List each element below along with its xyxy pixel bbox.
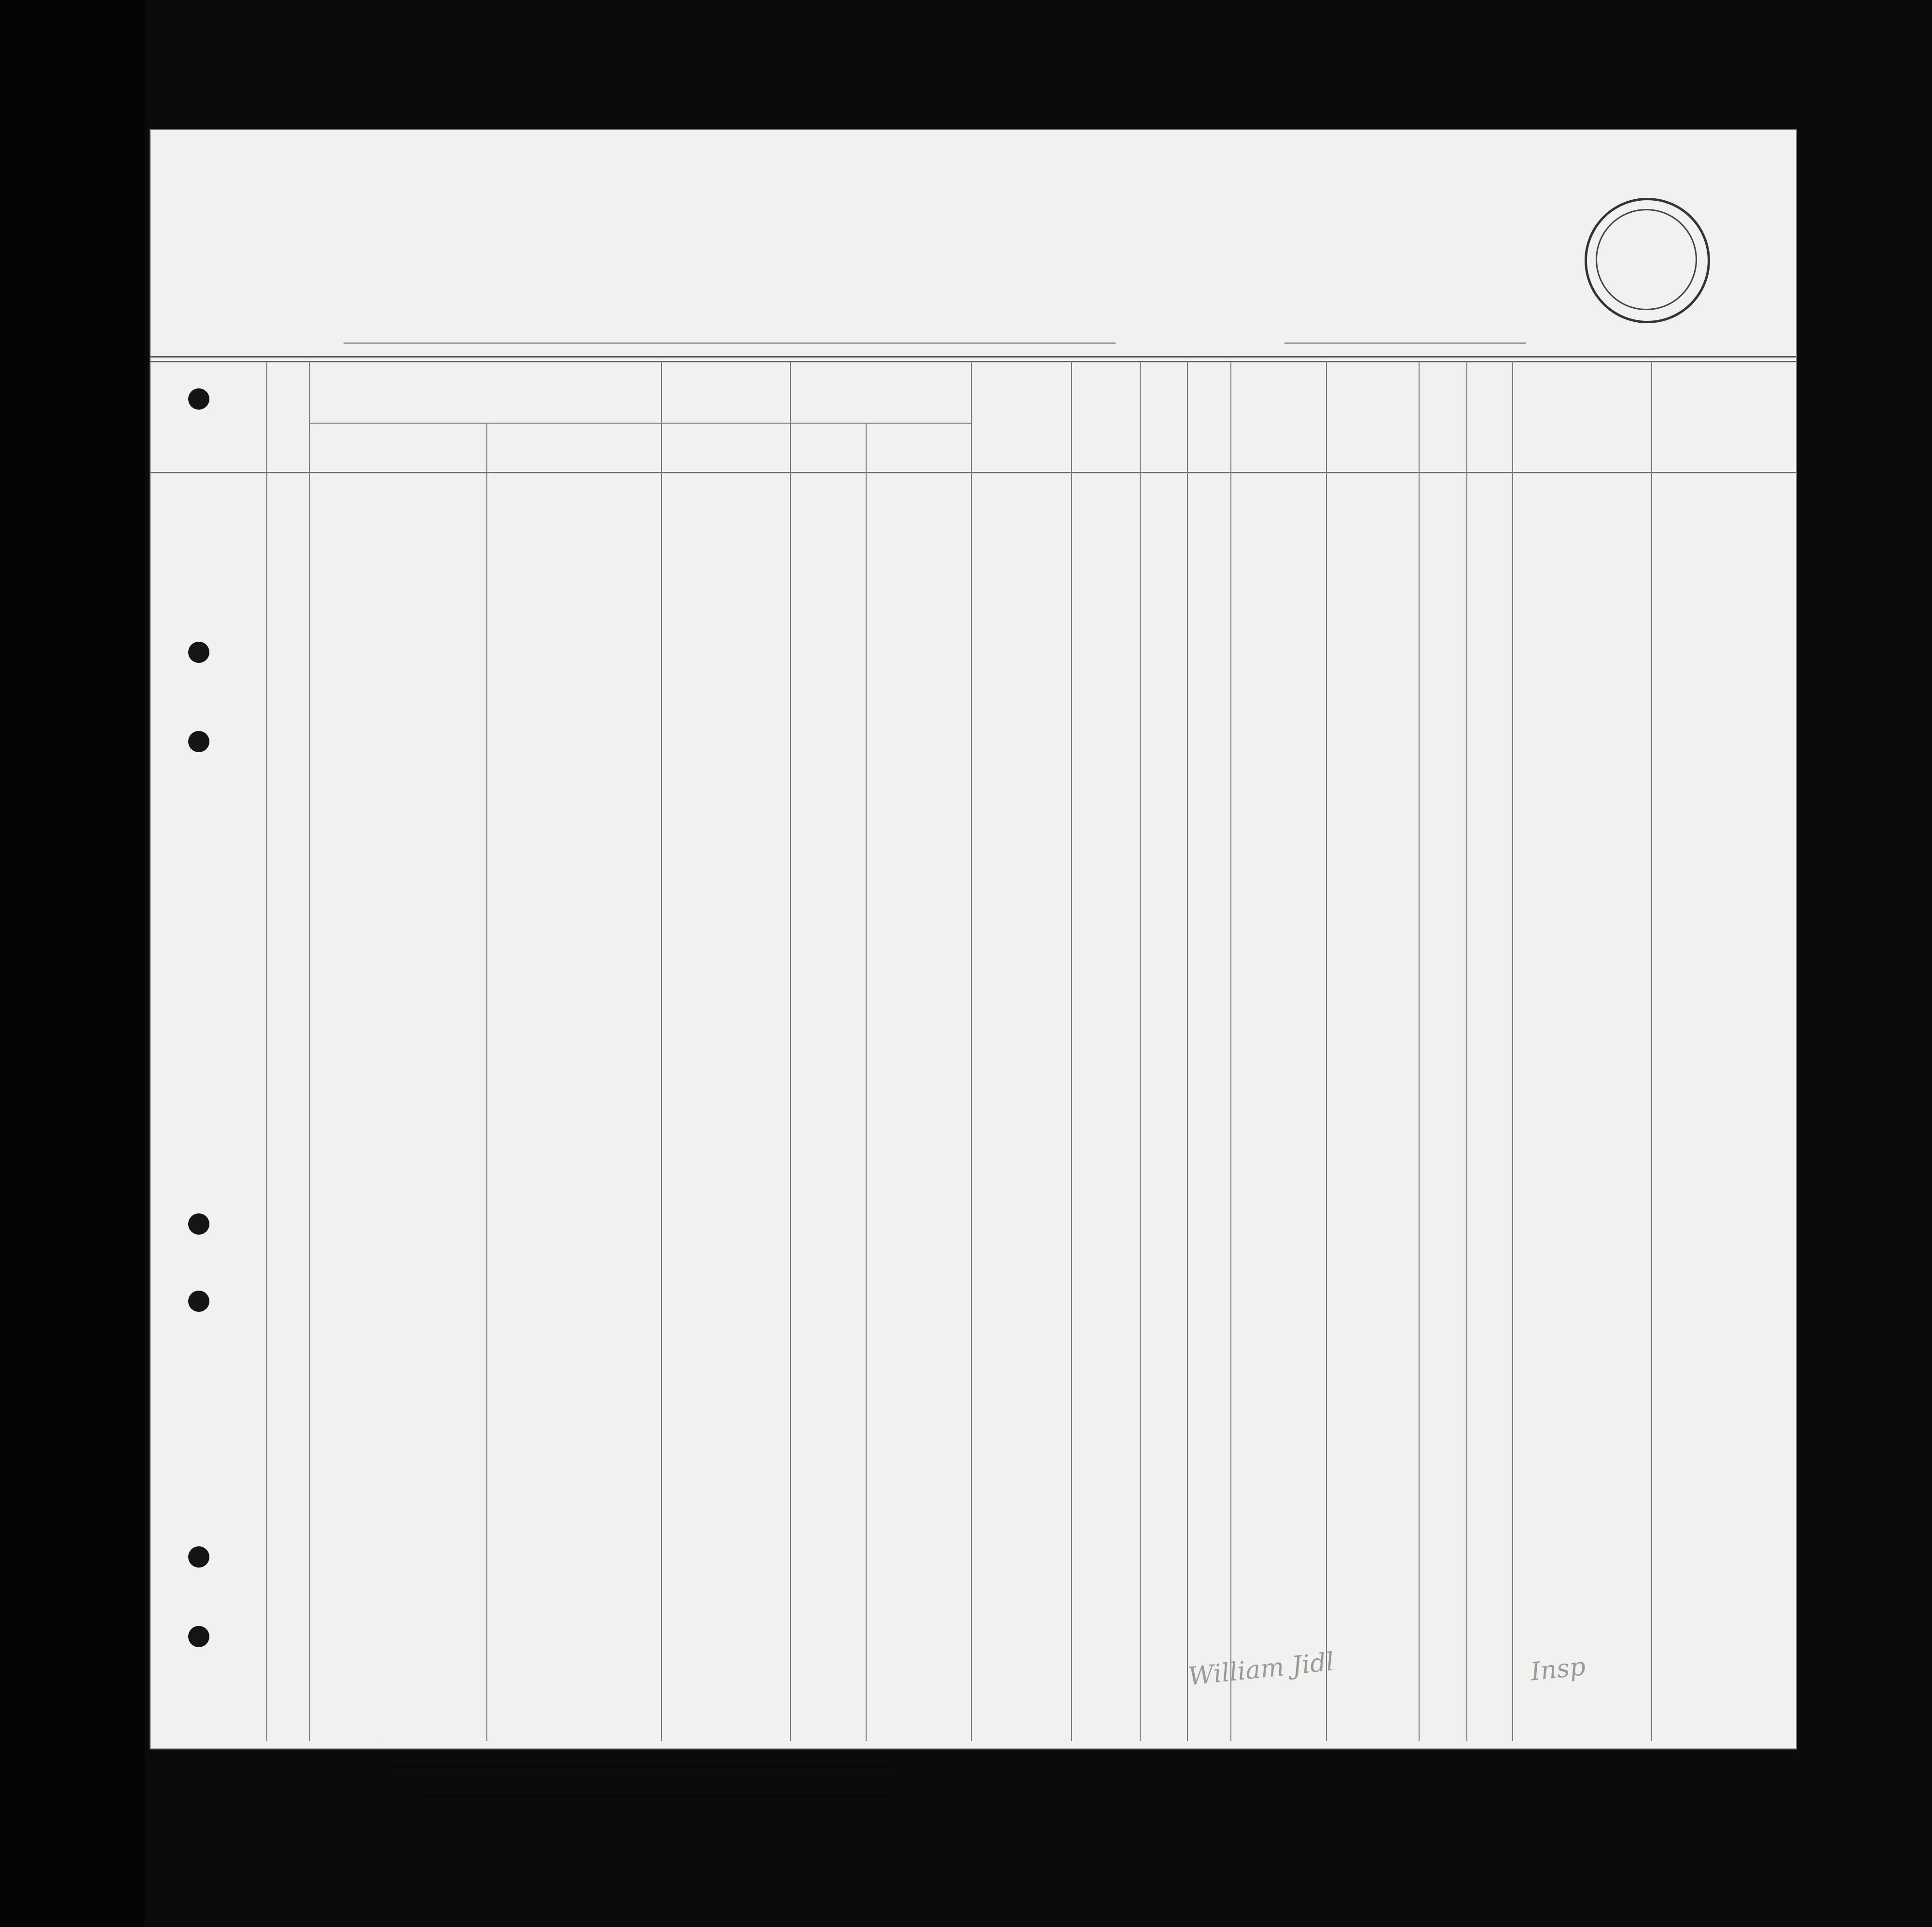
col-divider [1140, 361, 1141, 1741]
col-divider [1230, 361, 1231, 1741]
punch-hole [188, 1291, 209, 1312]
punch-hole [188, 731, 209, 752]
header-rule [151, 356, 1796, 358]
vessel-underline [344, 343, 744, 344]
col-divider [1651, 361, 1652, 1741]
seal-inner-ring [1596, 209, 1697, 310]
col-divider [1466, 361, 1467, 1741]
col-divider [266, 361, 267, 1741]
date-underline [884, 343, 1116, 344]
col-divider [661, 361, 662, 1741]
film-border [0, 0, 145, 1927]
punch-hole [188, 1213, 209, 1235]
manifest-sheet [151, 130, 1796, 1748]
punch-hole [188, 642, 209, 663]
punch-hole [188, 388, 209, 410]
col-divider [1071, 361, 1072, 1741]
from-port-underline [1284, 343, 1526, 344]
col-divider [1512, 361, 1513, 1741]
col-divider [1326, 361, 1327, 1741]
punch-hole [188, 1626, 209, 1647]
table-head-bottom [151, 472, 1796, 473]
initials-signature: Insp [1529, 1652, 1587, 1687]
col-divider [790, 361, 791, 1741]
col-divider [486, 423, 487, 1741]
inspector-signature: William Jidl [1187, 1647, 1336, 1692]
col-divider [1187, 361, 1188, 1741]
punch-hole [188, 1546, 209, 1568]
name-sub-line [309, 423, 791, 424]
shipped-sub-line [790, 423, 971, 424]
col-divider [866, 423, 867, 1741]
header-rule-2 [151, 361, 1796, 362]
col-divider [971, 361, 972, 1741]
col-divider [309, 361, 310, 1741]
col-divider [1419, 361, 1420, 1741]
